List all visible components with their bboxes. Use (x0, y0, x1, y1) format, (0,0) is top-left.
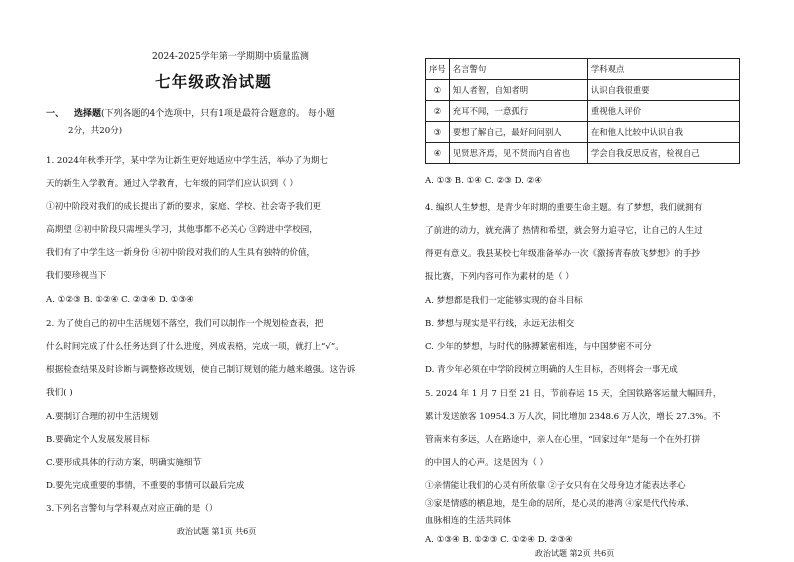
table-cell: 在和他人比较中认识自我 (587, 122, 739, 143)
section-heading (46, 110, 335, 119)
q4-line-1: 4. 编织人生梦想，是青少年时期的重要生命主题。有了梦想，我们就拥有 (425, 203, 703, 213)
q4-option-c: C. 少年的梦想，与时代的脉搏紧密相连，与中国梦密不可分 (425, 342, 652, 352)
table-cell: 认识自我很重要 (587, 80, 739, 101)
table-cell: 知人者智，自知者明 (449, 80, 587, 101)
q2-line-4: 我们( ) (46, 388, 73, 398)
section-number: 一、 (46, 109, 65, 119)
q4-line-4: 报比赛，下列内容可作为素材的是（ ） (425, 272, 574, 282)
q4-option-b: B. 梦想与现实是平行线，永远无法相交 (425, 319, 575, 329)
exam-header: 2024-2025学年第一学期期中质量监测 (152, 52, 309, 62)
q1-line-5: 我们有了中学生这一新身份 ④初中阶段对我们的人生具有独特的价值， (46, 248, 316, 258)
table-cell: ② (426, 101, 450, 122)
page-footer: 政治试题 第2页 共6页 (535, 549, 615, 558)
q2-option-c: C.要形成具体的行动方案，明确实施细节 (46, 458, 202, 468)
q3-stem: 3.下列名言警句与学科观点对应正确的是（） (46, 504, 218, 514)
q5-line-3: 管南来有多远，人在路途中，亲人在心里，“回家过年”是每一个在外打拼 (425, 435, 701, 445)
table-row (426, 101, 740, 122)
q5-line-7: 血脉相连的生活共同体 (425, 516, 511, 526)
table-cell: ④ (426, 143, 450, 164)
section-description: (下列各题的4个选项中，只有1项是最符合题意的。 每小题 (101, 109, 335, 119)
table-row (426, 143, 740, 164)
q2-option-b: B.要确定个人发展发展目标 (46, 435, 150, 445)
q4-option-a: A. 梦想都是我们一定能够实现的奋斗目标 (425, 296, 583, 306)
table-header-cell: 名言警句 (449, 59, 587, 80)
q5-options: A. ①③④ B. ①②③ C. ①②④ D. ②③④ (425, 535, 573, 545)
q1-line-1: 1. 2024年秋季开学，某中学为让新生更好地适应中学生活，举办了为期七 (46, 156, 329, 166)
table-cell: 重视他人评价 (587, 101, 739, 122)
q1-line-4: 高期望 ②初中阶段只需埋头学习，其他事都不必关心 ③跨进中学校园， (46, 225, 318, 235)
q5-line-5: ①亲情能让我们的心灵有所依靠 ②子女只有在父母身边才能表达孝心 (425, 481, 686, 491)
q1-line-6: 我们要珍视当下 (46, 271, 107, 281)
q2-option-d: D.要先完成重要的事情，不重要的事情可以最后完成 (46, 481, 245, 491)
table-header-row (426, 59, 740, 80)
table-row (426, 80, 740, 101)
q4-line-3: 得更有意义。我县某校七年级准备举办一次《激扬青春放飞梦想》的手抄 (425, 249, 701, 259)
q4-option-d: D. 青少年必须在中学阶段树立明确的人生目标，否则将会一事无成 (425, 365, 678, 375)
q5-line-6: ③家是情感的栖息地，是生命的居所，是心灵的港湾 ④家是代代传承、 (425, 499, 695, 509)
table-header-cell: 学科观点 (587, 59, 739, 80)
q5-line-4: 的中国人的心声。这是因为（ ） (425, 458, 549, 468)
q2-line-2: 什么时间完成了什么任务达到了什么进度，列成表格，完成一项，就打上“√”。 (46, 342, 344, 352)
page-footer: 政治试题 第1页 共6页 (177, 527, 257, 536)
table-cell: ③ (426, 122, 450, 143)
table-header-cell: 序号 (426, 59, 450, 80)
table-cell: 充耳不闻，一意孤行 (449, 101, 587, 122)
exam-title: 七年级政治试题 (155, 72, 272, 91)
table-cell: 见贤思齐焉，见不贤而内自省也 (449, 143, 587, 164)
table-row (426, 122, 740, 143)
table-cell: ① (426, 80, 450, 101)
q3-options: A. ①③ B. ①④ C. ②③ D. ②④ (425, 176, 543, 186)
q5-line-1: 5. 2024 年 1 月 7 日至 21 日，节前春运 15 天，全国铁路客运量大幅回升， (425, 389, 722, 399)
q1-line-3: ①初中阶段对我们的成长提出了新的要求，家庭、学校、社会寄予我们更 (46, 202, 322, 212)
table-cell: 学会自我反思反省，检视自己 (587, 143, 739, 164)
section-description-cont: 2分，共20分) (68, 126, 123, 136)
q1-options: A. ①②③ B. ①②④ C. ②③④ D. ①③④ (46, 295, 194, 305)
section-name: 选择题 (74, 109, 102, 119)
exam-page-2 (397, 0, 794, 562)
q4-line-2: 了前进的动力，就充满了 热情和希望，就会努力追寻它，让自己的人生过 (425, 226, 703, 236)
table-cell: 要想了解自己，最好问问别人 (449, 122, 587, 143)
q2-option-a: A.要制订合理的初中生活规划 (46, 412, 159, 422)
q2-line-3: 根据检查结果及时诊断与调整修改规划，使自己制订规划的能力越来越强。这告诉 (46, 365, 356, 375)
q1-line-2: 天的新生入学教育。通过入学教育，七年级的同学们应认识到（ ） (46, 179, 298, 189)
quote-table (425, 58, 740, 164)
q2-line-1: 2. 为了使自己的初中生活规划不落空，我们可以制作一个规划检查表，把 (46, 319, 324, 329)
q5-line-2: 累计发送旅客 10954.3 万人次，同比增加 2348.6 万人次，增长 27.3%。不 (425, 412, 721, 422)
